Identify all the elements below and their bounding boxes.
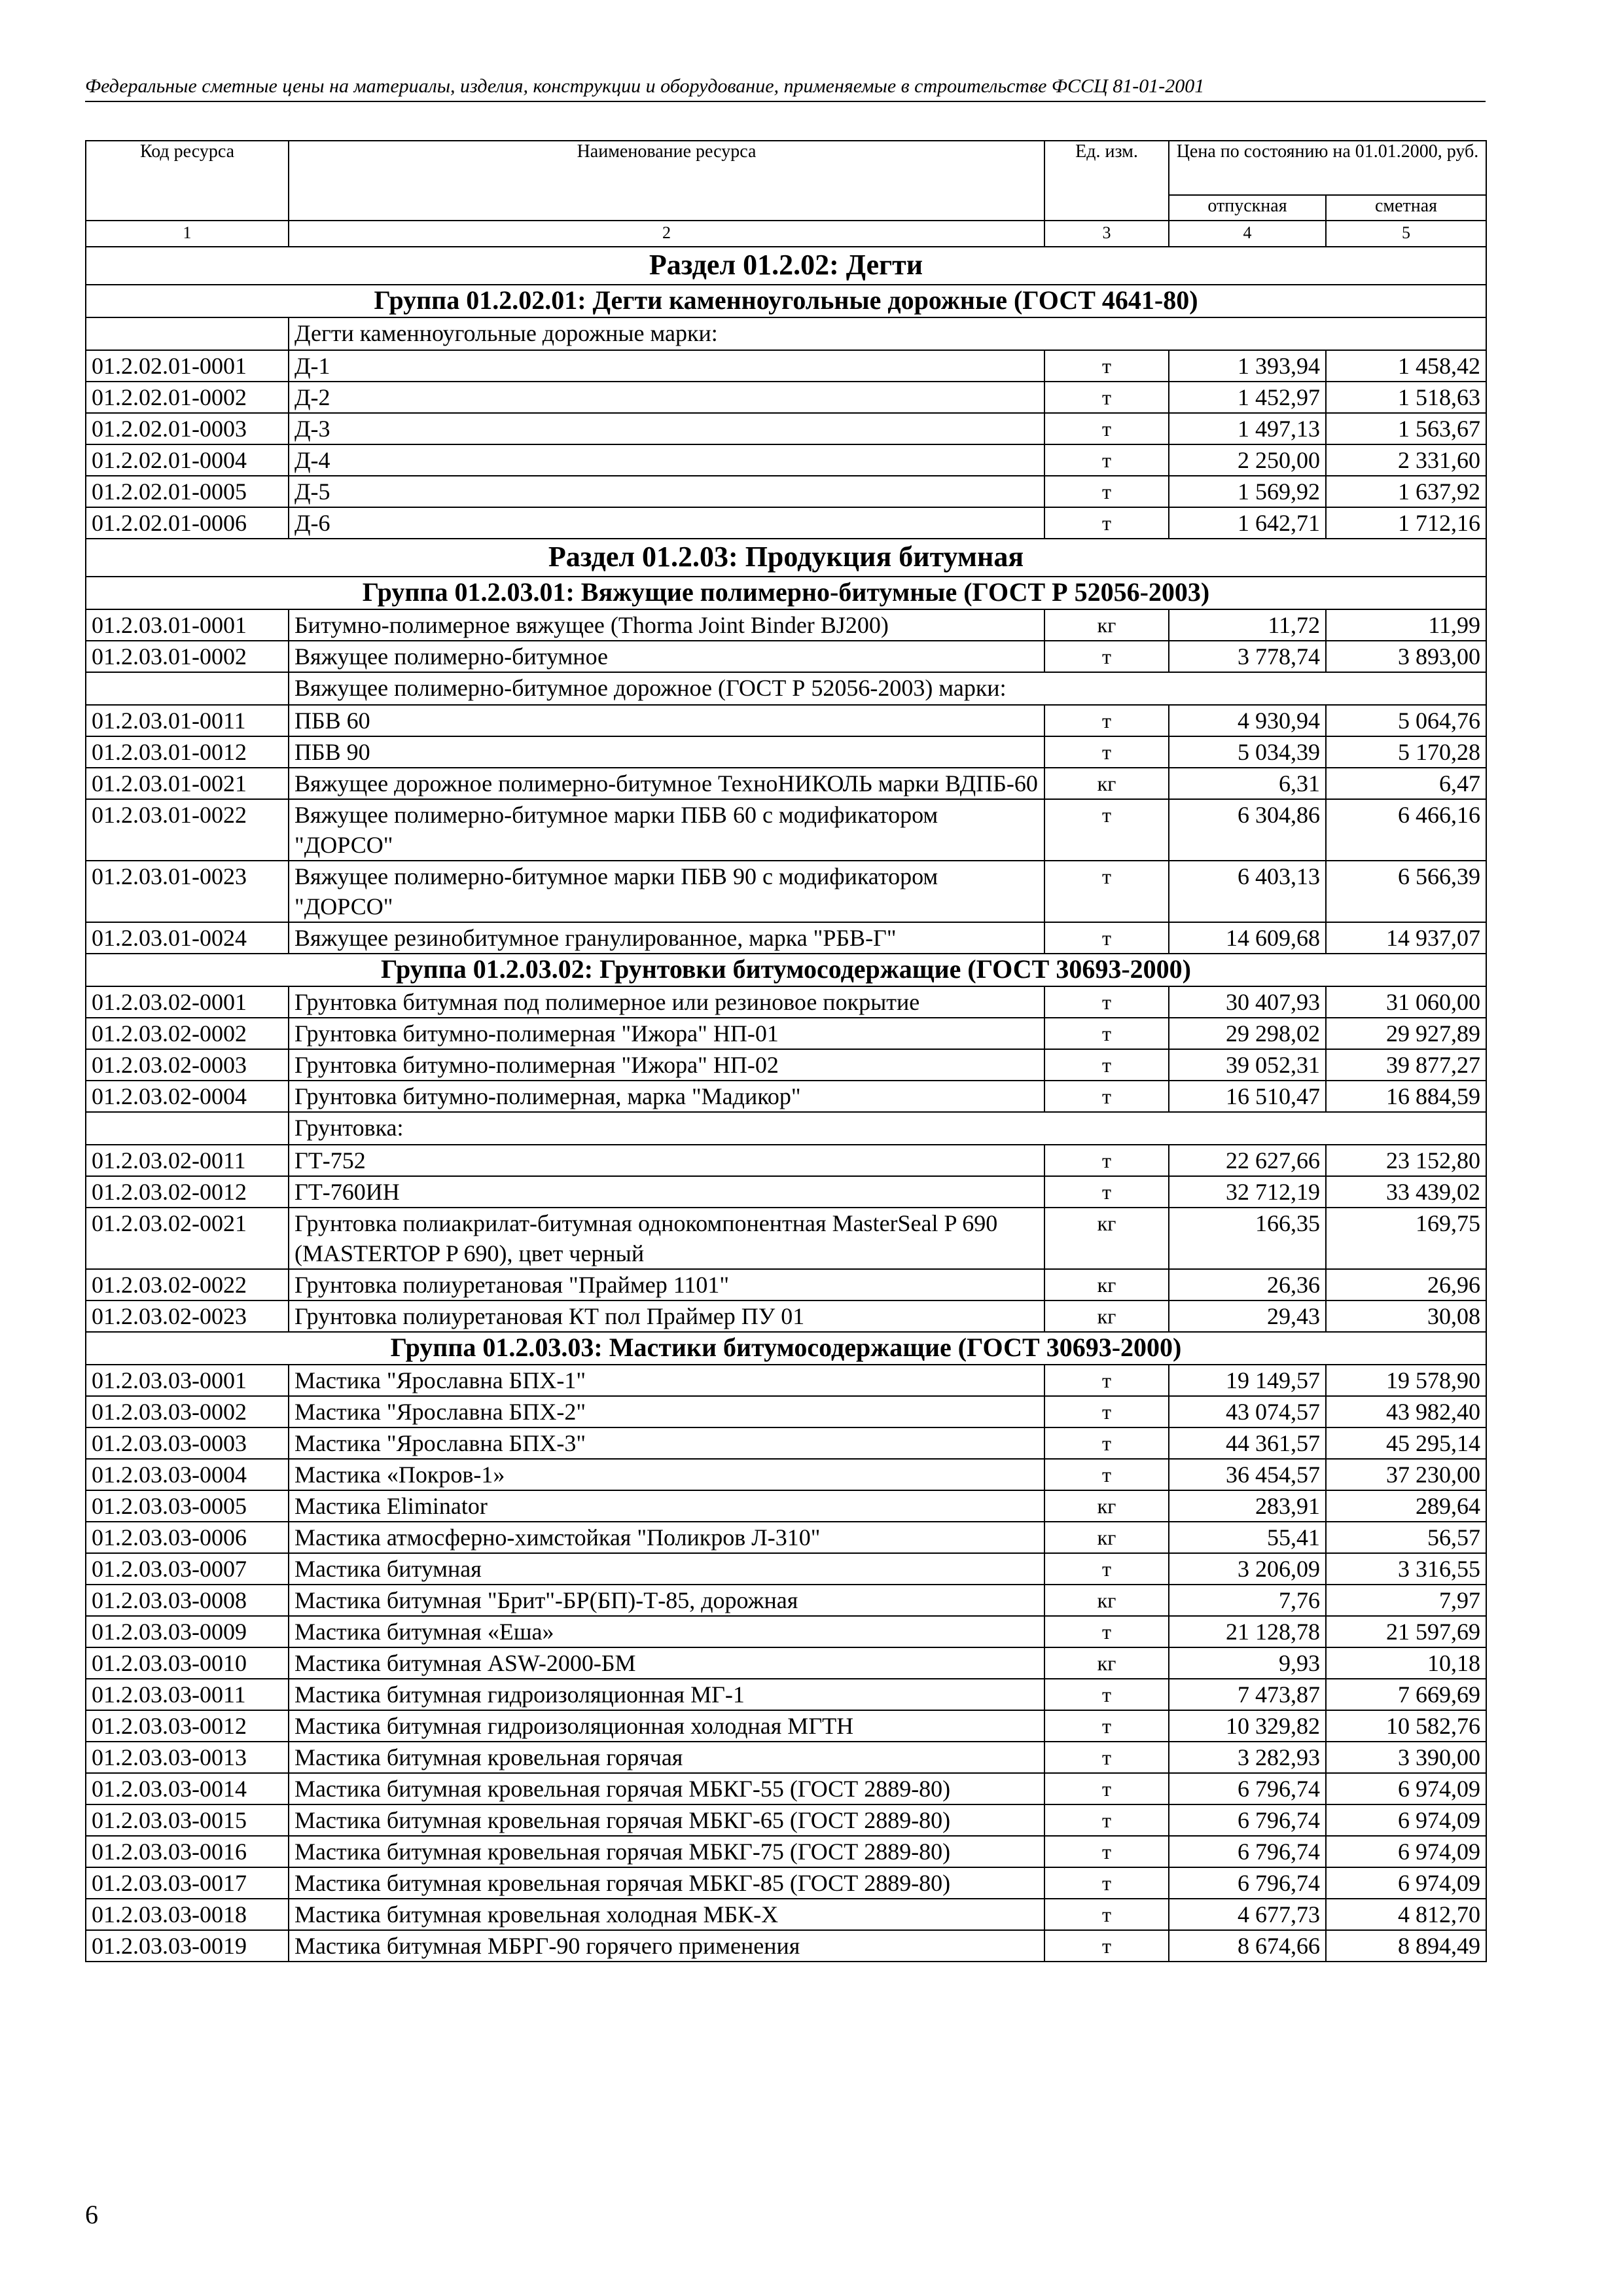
- release-price: 6 796,74: [1169, 1867, 1326, 1899]
- release-price: 6,31: [1169, 768, 1326, 799]
- unit: т: [1044, 382, 1169, 413]
- table-row: [86, 736, 1486, 768]
- release-price: 16 510,47: [1169, 1081, 1326, 1112]
- table-row: [86, 350, 1486, 382]
- release-price: 10 329,82: [1169, 1710, 1326, 1742]
- release-price: 6 304,86: [1169, 799, 1326, 861]
- unit: т: [1044, 641, 1169, 672]
- release-price: 22 627,66: [1169, 1145, 1326, 1176]
- table-row: [86, 799, 1486, 861]
- resource-code: 01.2.03.02-0002: [86, 1018, 289, 1049]
- unit: т: [1044, 986, 1169, 1018]
- unit: т: [1044, 1836, 1169, 1867]
- resource-code: 01.2.03.03-0019: [86, 1930, 289, 1962]
- resource-name: Д-2: [289, 382, 1044, 413]
- release-price: 6 796,74: [1169, 1804, 1326, 1836]
- resource-name: Д-4: [289, 444, 1044, 476]
- release-price: 6 403,13: [1169, 861, 1326, 922]
- unit: т: [1044, 1710, 1169, 1742]
- release-price: 5 034,39: [1169, 736, 1326, 768]
- section-heading-row: [86, 539, 1486, 577]
- resource-code: 01.2.03.03-0002: [86, 1396, 289, 1427]
- unit: т: [1044, 1396, 1169, 1427]
- resource-code: 01.2.03.02-0003: [86, 1049, 289, 1081]
- table-row: [86, 1585, 1486, 1616]
- estimate-price: 6 974,09: [1326, 1804, 1486, 1836]
- resource-code: 01.2.03.02-0022: [86, 1269, 289, 1300]
- unit: т: [1044, 350, 1169, 382]
- estimate-price: 6 566,39: [1326, 861, 1486, 922]
- unit: кг: [1044, 1300, 1169, 1332]
- resource-code: 01.2.03.01-0021: [86, 768, 289, 799]
- resource-name: Битумно-полимерное вяжущее (Thorma Joint Binder BJ200): [289, 609, 1044, 641]
- table-row: [86, 609, 1486, 641]
- release-price: 29 298,02: [1169, 1018, 1326, 1049]
- resource-name: Грунтовка битумно-полимерная "Ижора" НП-01: [289, 1018, 1044, 1049]
- estimate-price: 4 812,70: [1326, 1899, 1486, 1930]
- column-number: 3: [1044, 221, 1169, 247]
- release-price: 4 677,73: [1169, 1899, 1326, 1930]
- release-price: 36 454,57: [1169, 1459, 1326, 1490]
- resource-name: Мастика битумная кровельная горячая МБКГ-65 (ГОСТ 2889-80): [289, 1804, 1044, 1836]
- estimate-price: 29 927,89: [1326, 1018, 1486, 1049]
- table-row: [86, 382, 1486, 413]
- table-row: [86, 1145, 1486, 1176]
- resource-name: Вяжущее полимерно-битумное марки ПБВ 90 с модификатором "ДОРСО": [289, 861, 1044, 922]
- resource-code: 01.2.03.02-0001: [86, 986, 289, 1018]
- resource-code: 01.2.02.01-0002: [86, 382, 289, 413]
- resource-name: Вяжущее резинобитумное гранулированное, марка "РБВ-Г": [289, 922, 1044, 954]
- unit: т: [1044, 1930, 1169, 1962]
- release-price: 7 473,87: [1169, 1679, 1326, 1710]
- resource-name: Мастика битумная гидроизоляционная холодная МГТН: [289, 1710, 1044, 1742]
- subheading-row: [86, 1112, 1486, 1145]
- estimate-price: 14 937,07: [1326, 922, 1486, 954]
- table-row: [86, 1647, 1486, 1679]
- unit: т: [1044, 1176, 1169, 1208]
- column-number: 5: [1326, 221, 1486, 247]
- release-price: 6 796,74: [1169, 1773, 1326, 1804]
- group-heading-row: [86, 577, 1486, 609]
- header-price-title: Цена по состоянию на 01.01.2000, руб.: [1169, 141, 1486, 195]
- table-row: [86, 1930, 1486, 1962]
- resource-code: 01.2.03.03-0014: [86, 1773, 289, 1804]
- column-number: 2: [289, 221, 1044, 247]
- resource-name: Мастика битумная МБРГ-90 горячего применения: [289, 1930, 1044, 1962]
- estimate-price: 6 974,09: [1326, 1867, 1486, 1899]
- resource-name: Вяжущее дорожное полимерно-битумное ТехноНИКОЛЬ марки ВДПБ-60: [289, 768, 1044, 799]
- table-row: [86, 1427, 1486, 1459]
- column-number-row: [86, 221, 1486, 247]
- release-price: 14 609,68: [1169, 922, 1326, 954]
- estimate-price: 30,08: [1326, 1300, 1486, 1332]
- unit: т: [1044, 507, 1169, 539]
- unit: т: [1044, 1365, 1169, 1396]
- unit: т: [1044, 736, 1169, 768]
- resource-code: 01.2.03.03-0009: [86, 1616, 289, 1647]
- resource-code: 01.2.03.03-0004: [86, 1459, 289, 1490]
- resource-name: Мастика "Ярославна БПХ-2": [289, 1396, 1044, 1427]
- unit: т: [1044, 1773, 1169, 1804]
- table-row: [86, 413, 1486, 444]
- resource-name: Мастика атмосферно-химстойкая "Поликров Л-310": [289, 1522, 1044, 1553]
- resource-name: Вяжущее полимерно-битумное: [289, 641, 1044, 672]
- release-price: 29,43: [1169, 1300, 1326, 1332]
- table-row: [86, 1836, 1486, 1867]
- table-row: [86, 1208, 1486, 1269]
- resource-name: Мастика «Покров-1»: [289, 1459, 1044, 1490]
- table-row: [86, 1773, 1486, 1804]
- estimate-price: 6 466,16: [1326, 799, 1486, 861]
- resource-code: 01.2.03.03-0005: [86, 1490, 289, 1522]
- unit: кг: [1044, 1208, 1169, 1269]
- resource-name: Грунтовка битумно-полимерная "Ижора" НП-02: [289, 1049, 1044, 1081]
- estimate-price: 1 712,16: [1326, 507, 1486, 539]
- resource-code: 01.2.03.01-0022: [86, 799, 289, 861]
- table-row: [86, 1616, 1486, 1647]
- resource-code: 01.2.03.01-0002: [86, 641, 289, 672]
- resource-name: Мастика битумная ASW-2000-БМ: [289, 1647, 1044, 1679]
- group-heading: Группа 01.2.03.03: Мастики битумосодержащие (ГОСТ 30693-2000): [86, 1332, 1486, 1365]
- estimate-price: 26,96: [1326, 1269, 1486, 1300]
- subheading-row: [86, 672, 1486, 705]
- table-row: [86, 986, 1486, 1018]
- release-price: 283,91: [1169, 1490, 1326, 1522]
- release-price: 3 282,93: [1169, 1742, 1326, 1773]
- resource-name: Мастика Eliminator: [289, 1490, 1044, 1522]
- section-heading: Раздел 01.2.02: Дегти: [86, 247, 1486, 285]
- resource-name: Грунтовка битумно-полимерная, марка "Мадикор": [289, 1081, 1044, 1112]
- estimate-price: 11,99: [1326, 609, 1486, 641]
- price-table: [85, 140, 1487, 1962]
- release-price: 1 452,97: [1169, 382, 1326, 413]
- estimate-price: 1 563,67: [1326, 413, 1486, 444]
- release-price: 3 206,09: [1169, 1553, 1326, 1585]
- estimate-price: 1 637,92: [1326, 476, 1486, 507]
- column-number: 1: [86, 221, 289, 247]
- unit: т: [1044, 444, 1169, 476]
- release-price: 1 569,92: [1169, 476, 1326, 507]
- estimate-price: 10 582,76: [1326, 1710, 1486, 1742]
- estimate-price: 43 982,40: [1326, 1396, 1486, 1427]
- unit: т: [1044, 1899, 1169, 1930]
- resource-name: Д-5: [289, 476, 1044, 507]
- header-name: Наименование ресурса: [289, 141, 1044, 221]
- estimate-price: 7 669,69: [1326, 1679, 1486, 1710]
- group-heading-row: [86, 1332, 1486, 1365]
- estimate-price: 7,97: [1326, 1585, 1486, 1616]
- table-row: [86, 861, 1486, 922]
- column-number: 4: [1169, 221, 1326, 247]
- release-price: 32 712,19: [1169, 1176, 1326, 1208]
- resource-code: 01.2.03.03-0015: [86, 1804, 289, 1836]
- subheading: Дегти каменноугольные дорожные марки:: [289, 317, 1486, 350]
- unit: кг: [1044, 1490, 1169, 1522]
- empty-cell: [86, 1112, 289, 1145]
- table-row: [86, 1269, 1486, 1300]
- unit: т: [1044, 1742, 1169, 1773]
- release-price: 26,36: [1169, 1269, 1326, 1300]
- release-price: 1 497,13: [1169, 413, 1326, 444]
- empty-cell: [86, 317, 289, 350]
- release-price: 55,41: [1169, 1522, 1326, 1553]
- estimate-price: 1 518,63: [1326, 382, 1486, 413]
- table-row: [86, 444, 1486, 476]
- unit: т: [1044, 1018, 1169, 1049]
- resource-name: ГТ-752: [289, 1145, 1044, 1176]
- page-header: Федеральные сметные цены на материалы, изделия, конструкции и оборудование, применяемые в строительстве ФССЦ 81-01-2001: [85, 73, 1486, 102]
- resource-name: Д-6: [289, 507, 1044, 539]
- resource-code: 01.2.03.03-0017: [86, 1867, 289, 1899]
- release-price: 9,93: [1169, 1647, 1326, 1679]
- resource-name: Мастика битумная "Брит"-БР(БП)-Т-85, дорожная: [289, 1585, 1044, 1616]
- resource-name: Мастика битумная «Еша»: [289, 1616, 1044, 1647]
- release-price: 21 128,78: [1169, 1616, 1326, 1647]
- table-row: [86, 1742, 1486, 1773]
- estimate-price: 2 331,60: [1326, 444, 1486, 476]
- resource-code: 01.2.03.03-0018: [86, 1899, 289, 1930]
- resource-name: ПБВ 60: [289, 705, 1044, 736]
- estimate-price: 169,75: [1326, 1208, 1486, 1269]
- empty-cell: [86, 672, 289, 705]
- estimate-price: 6 974,09: [1326, 1773, 1486, 1804]
- unit: т: [1044, 1427, 1169, 1459]
- unit: т: [1044, 1553, 1169, 1585]
- estimate-price: 3 316,55: [1326, 1553, 1486, 1585]
- header-price-release: отпускная: [1169, 195, 1326, 221]
- estimate-price: 8 894,49: [1326, 1930, 1486, 1962]
- estimate-price: 5 170,28: [1326, 736, 1486, 768]
- estimate-price: 37 230,00: [1326, 1459, 1486, 1490]
- resource-code: 01.2.02.01-0006: [86, 507, 289, 539]
- estimate-price: 21 597,69: [1326, 1616, 1486, 1647]
- unit: т: [1044, 1804, 1169, 1836]
- release-price: 30 407,93: [1169, 986, 1326, 1018]
- table-row: [86, 1300, 1486, 1332]
- subheading: Грунтовка:: [289, 1112, 1486, 1145]
- estimate-price: 16 884,59: [1326, 1081, 1486, 1112]
- page-number: 6: [85, 2200, 98, 2229]
- section-heading-row: [86, 247, 1486, 285]
- resource-name: Грунтовка полиуретановая "Праймер 1101": [289, 1269, 1044, 1300]
- release-price: 11,72: [1169, 609, 1326, 641]
- resource-name: Грунтовка битумная под полимерное или резиновое покрытие: [289, 986, 1044, 1018]
- release-price: 43 074,57: [1169, 1396, 1326, 1427]
- resource-code: 01.2.03.03-0012: [86, 1710, 289, 1742]
- unit: т: [1044, 861, 1169, 922]
- resource-code: 01.2.03.02-0021: [86, 1208, 289, 1269]
- table-row: [86, 1176, 1486, 1208]
- resource-code: 01.2.02.01-0004: [86, 444, 289, 476]
- resource-name: Мастика битумная кровельная горячая МБКГ-85 (ГОСТ 2889-80): [289, 1867, 1044, 1899]
- subheading: Вяжущее полимерно-битумное дорожное (ГОСТ Р 52056-2003) марки:: [289, 672, 1486, 705]
- release-price: 166,35: [1169, 1208, 1326, 1269]
- resource-code: 01.2.03.01-0001: [86, 609, 289, 641]
- unit: т: [1044, 1145, 1169, 1176]
- unit: т: [1044, 476, 1169, 507]
- table-header-row: [86, 141, 1486, 195]
- unit: т: [1044, 705, 1169, 736]
- resource-code: 01.2.03.03-0001: [86, 1365, 289, 1396]
- unit: т: [1044, 1679, 1169, 1710]
- resource-code: 01.2.03.02-0004: [86, 1081, 289, 1112]
- unit: т: [1044, 1867, 1169, 1899]
- table-row: [86, 1459, 1486, 1490]
- unit: кг: [1044, 1269, 1169, 1300]
- unit: т: [1044, 413, 1169, 444]
- resource-code: 01.2.03.03-0016: [86, 1836, 289, 1867]
- resource-code: 01.2.03.03-0006: [86, 1522, 289, 1553]
- resource-name: Мастика "Ярославна БПХ-1": [289, 1365, 1044, 1396]
- estimate-price: 289,64: [1326, 1490, 1486, 1522]
- release-price: 39 052,31: [1169, 1049, 1326, 1081]
- resource-name: Мастика битумная кровельная горячая МБКГ-55 (ГОСТ 2889-80): [289, 1773, 1044, 1804]
- table-row: [86, 1553, 1486, 1585]
- release-price: 1 393,94: [1169, 350, 1326, 382]
- unit: кг: [1044, 1647, 1169, 1679]
- resource-code: 01.2.03.02-0012: [86, 1176, 289, 1208]
- header-unit: Ед. изм.: [1044, 141, 1169, 221]
- section-heading: Раздел 01.2.03: Продукция битумная: [86, 539, 1486, 577]
- resource-name: ПБВ 90: [289, 736, 1044, 768]
- release-price: 8 674,66: [1169, 1930, 1326, 1962]
- unit: т: [1044, 922, 1169, 954]
- release-price: 2 250,00: [1169, 444, 1326, 476]
- table-row: [86, 1867, 1486, 1899]
- unit: т: [1044, 1081, 1169, 1112]
- resource-code: 01.2.03.01-0012: [86, 736, 289, 768]
- resource-code: 01.2.03.01-0023: [86, 861, 289, 922]
- unit: кг: [1044, 768, 1169, 799]
- estimate-price: 39 877,27: [1326, 1049, 1486, 1081]
- estimate-price: 6,47: [1326, 768, 1486, 799]
- table-row: [86, 1049, 1486, 1081]
- resource-name: Мастика битумная: [289, 1553, 1044, 1585]
- estimate-price: 56,57: [1326, 1522, 1486, 1553]
- table-row: [86, 1804, 1486, 1836]
- estimate-price: 33 439,02: [1326, 1176, 1486, 1208]
- group-heading-row: [86, 954, 1486, 986]
- resource-code: 01.2.03.03-0008: [86, 1585, 289, 1616]
- resource-code: 01.2.02.01-0005: [86, 476, 289, 507]
- resource-code: 01.2.03.02-0011: [86, 1145, 289, 1176]
- group-heading: Группа 01.2.03.02: Грунтовки битумосодержащие (ГОСТ 30693-2000): [86, 954, 1486, 986]
- release-price: 44 361,57: [1169, 1427, 1326, 1459]
- table-row: [86, 1490, 1486, 1522]
- release-price: 1 642,71: [1169, 507, 1326, 539]
- resource-code: 01.2.03.03-0010: [86, 1647, 289, 1679]
- unit: кг: [1044, 1522, 1169, 1553]
- resource-name: Мастика битумная гидроизоляционная МГ-1: [289, 1679, 1044, 1710]
- resource-code: 01.2.03.01-0011: [86, 705, 289, 736]
- table-row: [86, 1710, 1486, 1742]
- resource-name: Д-1: [289, 350, 1044, 382]
- resource-code: 01.2.03.03-0011: [86, 1679, 289, 1710]
- resource-name: Мастика битумная кровельная горячая МБКГ-75 (ГОСТ 2889-80): [289, 1836, 1044, 1867]
- subheading-row: [86, 317, 1486, 350]
- table-row: [86, 1522, 1486, 1553]
- group-heading: Группа 01.2.02.01: Дегти каменноугольные дорожные (ГОСТ 4641-80): [86, 285, 1486, 317]
- resource-name: Вяжущее полимерно-битумное марки ПБВ 60 с модификатором "ДОРСО": [289, 799, 1044, 861]
- group-heading: Группа 01.2.03.01: Вяжущие полимерно-битумные (ГОСТ Р 52056-2003): [86, 577, 1486, 609]
- unit: т: [1044, 1616, 1169, 1647]
- estimate-price: 31 060,00: [1326, 986, 1486, 1018]
- resource-code: 01.2.02.01-0003: [86, 413, 289, 444]
- table-row: [86, 768, 1486, 799]
- estimate-price: 6 974,09: [1326, 1836, 1486, 1867]
- release-price: 3 778,74: [1169, 641, 1326, 672]
- resource-code: 01.2.03.01-0024: [86, 922, 289, 954]
- header-code: Код ресурса: [86, 141, 289, 221]
- estimate-price: 1 458,42: [1326, 350, 1486, 382]
- release-price: 6 796,74: [1169, 1836, 1326, 1867]
- table-row: [86, 1081, 1486, 1112]
- unit: кг: [1044, 609, 1169, 641]
- estimate-price: 19 578,90: [1326, 1365, 1486, 1396]
- table-row: [86, 507, 1486, 539]
- estimate-price: 3 390,00: [1326, 1742, 1486, 1773]
- table-row: [86, 1365, 1486, 1396]
- resource-name: Грунтовка полиуретановая КТ пол Праймер ПУ 01: [289, 1300, 1044, 1332]
- table-row: [86, 705, 1486, 736]
- table-row: [86, 476, 1486, 507]
- estimate-price: 3 893,00: [1326, 641, 1486, 672]
- resource-code: 01.2.02.01-0001: [86, 350, 289, 382]
- resource-name: Д-3: [289, 413, 1044, 444]
- resource-name: Мастика "Ярославна БПХ-3": [289, 1427, 1044, 1459]
- table-row: [86, 1396, 1486, 1427]
- group-heading-row: [86, 285, 1486, 317]
- resource-code: 01.2.03.02-0023: [86, 1300, 289, 1332]
- unit: т: [1044, 799, 1169, 861]
- table-row: [86, 1018, 1486, 1049]
- table-row: [86, 1679, 1486, 1710]
- table-row: [86, 641, 1486, 672]
- estimate-price: 23 152,80: [1326, 1145, 1486, 1176]
- resource-name: Грунтовка полиакрилат-битумная однокомпонентная MasterSeal P 690 (MASTERTOP P 690), цвет черный: [289, 1208, 1044, 1269]
- unit: кг: [1044, 1585, 1169, 1616]
- estimate-price: 5 064,76: [1326, 705, 1486, 736]
- estimate-price: 10,18: [1326, 1647, 1486, 1679]
- table-row: [86, 922, 1486, 954]
- resource-name: Мастика битумная кровельная холодная МБК-Х: [289, 1899, 1044, 1930]
- table-row: [86, 1899, 1486, 1930]
- release-price: 4 930,94: [1169, 705, 1326, 736]
- release-price: 7,76: [1169, 1585, 1326, 1616]
- unit: т: [1044, 1049, 1169, 1081]
- header-price-estimate: сметная: [1326, 195, 1486, 221]
- resource-code: 01.2.03.03-0003: [86, 1427, 289, 1459]
- release-price: 19 149,57: [1169, 1365, 1326, 1396]
- resource-name: Мастика битумная кровельная горячая: [289, 1742, 1044, 1773]
- unit: т: [1044, 1459, 1169, 1490]
- resource-name: ГТ-760ИН: [289, 1176, 1044, 1208]
- resource-code: 01.2.03.03-0007: [86, 1553, 289, 1585]
- resource-code: 01.2.03.03-0013: [86, 1742, 289, 1773]
- estimate-price: 45 295,14: [1326, 1427, 1486, 1459]
